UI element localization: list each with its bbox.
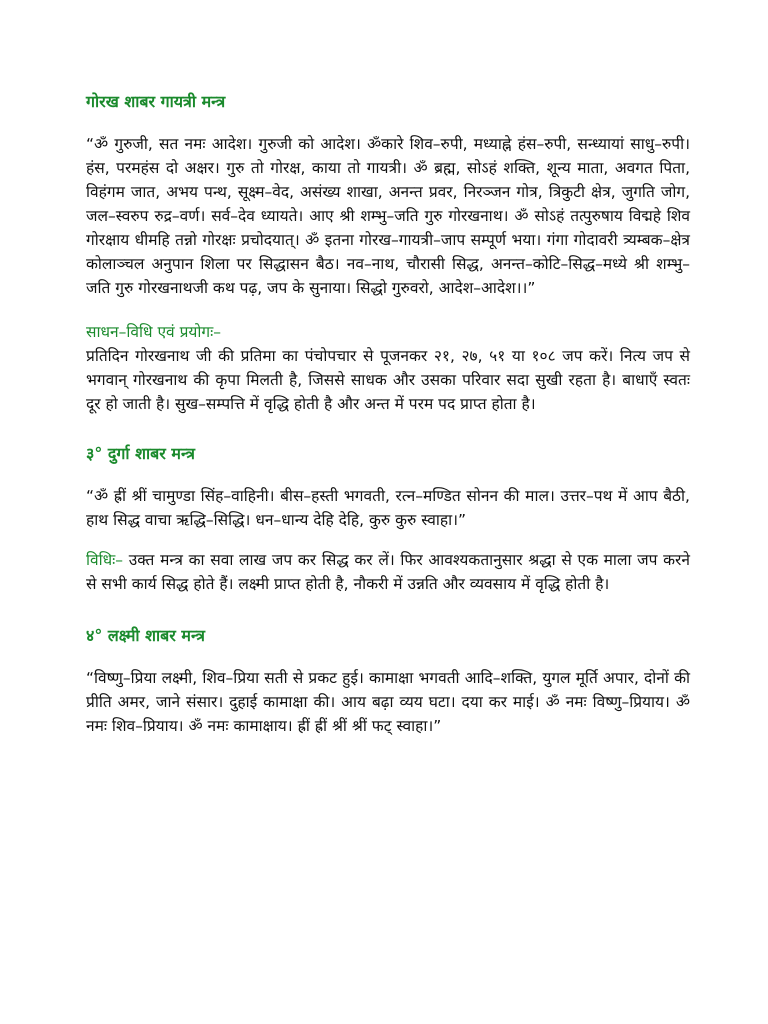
sadhan-vidhi-text: प्रतिदिन गोरखनाथ जी की प्रतिमा का पंचोपचार से पूजनकर २१, २७, ५१ या १०८ जप करें। नित्य जप से भगवान् गोरखनाथ की कृपा मिलती है, जिससे साधक और उसका परिवार सदा सुखी रहता है। बाधाएँ स्वतः दूर हो जाती है। सुख–सम्पत्ति में वृद्धि होती है और अन्त में परम पद प्राप्त होता है। <box>86 347 690 413</box>
vidhi-text: उक्त मन्त्र का सवा लाख जप कर सिद्ध कर लें। फिर आवश्यकतानुसार श्रद्धा से एक माला जप करने से सभी कार्य सिद्ध होते हैं। लक्ष्मी प्राप्त होती है, नौकरी में उन्नति और व्यवसाय में वृद्धि होती है। <box>86 551 690 593</box>
gorakh-mantra-text: “ॐ गुरुजी, सत नमः आदेश। गुरुजी को आदेश। ॐकारे शिव–रुपी, मध्याह्ने हंस–रुपी, सन्ध्यायां साधु–रुपी। हंस, परमहंस दो अक्षर। गुरु तो गोरक्ष, काया तो गायत्री। ॐ ब्रह्म, सोऽहं शक्ति, शून्य माता, अवगत पिता, विहंगम जात, अभय पन्थ, सूक्ष्म–वेद, असंख्य शाखा, अनन्त प्रवर, निरञ्जन गोत्र, त्रिकुटी क्षेत्र, जुगति जोग, जल–स्वरुप रुद्र–वर्ण। सर्व–देव ध्यायते। आए श्री शम्भु–जति गुरु गोरखनाथ। ॐ सोऽहं तत्पुरुषाय विद्महे शिव गोरक्षाय धीमहि तन्नो गोरक्षः प्रचोदयात्। ॐ इतना गोरख–गायत्री–जाप सम्पूर्ण भया। गंगा गोदावरी त्र्यम्बक–क्षेत्र कोलाञ्चल अनुपान शिला पर सिद्धासन बैठ। नव–नाथ, चौरासी सिद्ध, अनन्त–कोटि–सिद्ध–मध्ये श्री शम्भु–जति गुरु गोरखनाथजी कथ पढ़, जप के सुनाया। सिद्धो गुरुवरो, आदेश–आदेश।।” <box>86 135 690 297</box>
section-heading-durga: ३° दुर्गा शाबर मन्त्र <box>86 444 195 463</box>
section-heading-gorakh: गोरख शाबर गायत्री मन्त्र <box>86 92 226 111</box>
durga-mantra-text: “ॐ ह्रीं श्रीं चामुण्डा सिंह–वाहिनी। बीस–हस्ती भगवती, रत्न–मण्डित सोनन की माल। उत्तर–पथ में आप बैठी, हाथ सिद्ध वाचा ऋद्धि–सिद्धि। धन–धान्य देहि देहि, कुरु कुरु स्वाहा।” <box>86 487 690 529</box>
lakshmi-mantra-text: “विष्णु–प्रिया लक्ष्मी, शिव–प्रिया सती से प्रकट हुई। कामाक्षा भगवती आदि–शक्ति, युगल मूर्ति अपार, दोनों की प्रीति अमर, जाने संसार। दुहाई कामाक्षा की। आय बढ़ा व्यय घटा। दया कर माई। ॐ नमः विष्णु–प्रियाय। ॐ नमः शिव–प्रियाय। ॐ नमः कामाक्षाय। ह्रीं ह्रीं श्रीं श्रीं फट् स्वाहा।” <box>86 669 690 735</box>
durga-vidhi-paragraph <box>86 548 690 596</box>
sadhan-vidhi-label: साधन–विधि एवं प्रयोगः– <box>86 323 222 341</box>
section-heading-lakshmi: ४° लक्ष्मी शाबर मन्त्र <box>86 626 206 645</box>
vidhi-label: विधिः– <box>86 551 124 569</box>
